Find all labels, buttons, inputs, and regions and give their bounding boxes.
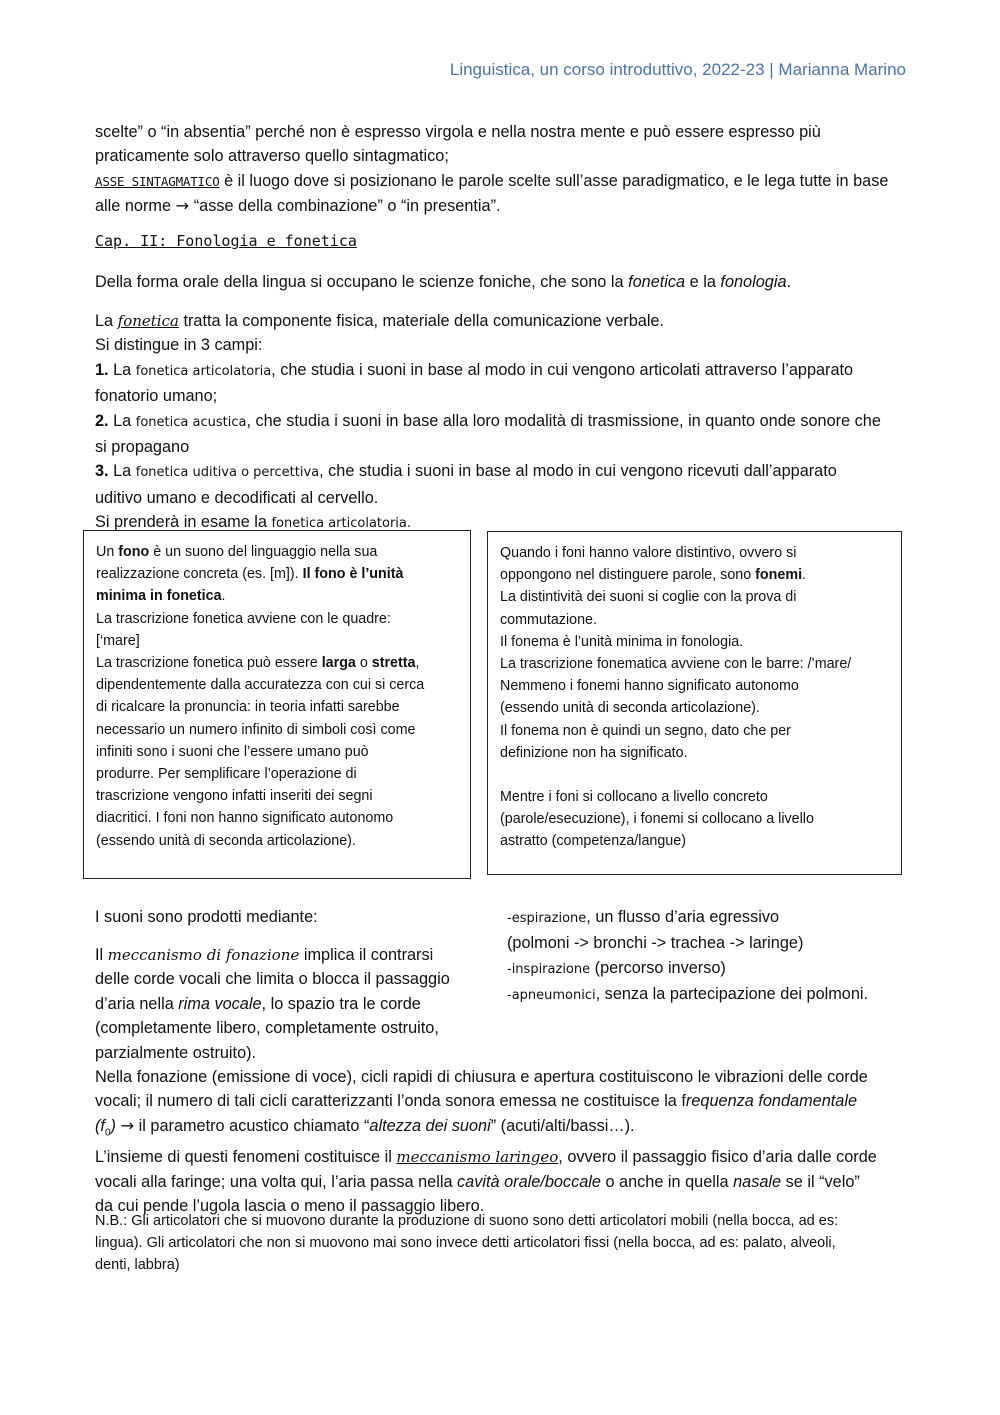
text: ” (acuti/alti/bassi…).	[490, 1116, 635, 1135]
box-line: [‘mare]	[96, 632, 140, 649]
page-header: Linguistica, un corso introduttivo, 2022-23 | Marianna Marino	[449, 60, 906, 79]
fonazione-line	[95, 1145, 915, 1169]
intro-text: alle norme	[95, 197, 176, 216]
suoni-line: (polmoni -> bronchi -> trachea -> laringe)	[507, 934, 804, 953]
box-line: astratto (competenza/langue)	[500, 833, 686, 850]
item-number: 2.	[95, 411, 109, 430]
text: e la	[685, 273, 721, 291]
text: o anche in quella	[600, 1172, 734, 1191]
box-line: trascrizione vengono infatti inseriti dei segni	[96, 788, 373, 805]
box-line: definizione non ha significato.	[500, 744, 688, 761]
subscript: 0	[104, 1127, 111, 1139]
suoni-line	[507, 905, 907, 931]
text: La trascrizione fonetica può essere	[96, 655, 322, 672]
text: L’insieme di questi fenomeni costituisce il	[95, 1148, 397, 1167]
intro-line	[95, 169, 910, 194]
fonazione-line	[95, 1089, 915, 1113]
campi-line	[95, 309, 910, 333]
asse-sintagmatico-term: ASSE SINTAGMATICO	[95, 173, 220, 189]
fonazione-line: da cui pende l’ugola lascia o meno il passaggio libero.	[95, 1197, 485, 1216]
espirazione-term: -espirazione	[507, 911, 587, 926]
intro-paragraph	[95, 120, 910, 219]
text: La	[95, 312, 118, 330]
text: La	[108, 462, 136, 481]
meccanismo-line: delle corde vocali che limita o blocca il passaggio	[95, 970, 450, 989]
meccanismo-line	[95, 943, 495, 967]
text: Si prenderà in esame la	[95, 513, 272, 532]
campi-line: uditivo umano e decodificati al cervello.	[95, 488, 379, 507]
intro-text: “asse della combinazione” o “in presentia”.	[189, 197, 501, 216]
nb-line: N.B.: Gli articolatori che si muovono durante la produzione di suono sono detti articolatori mobili (nella bocca, ad es:	[95, 1213, 839, 1229]
box-line: La trascrizione fonetica avviene con le quadre:	[96, 610, 391, 627]
box-line	[500, 764, 889, 786]
box-line: Il fonema non è quindi un segno, dato che per	[500, 722, 791, 739]
nasale-term: nasale	[733, 1172, 782, 1191]
fonazione-line	[95, 1170, 915, 1194]
fonazione-line: Nella fonazione (emissione di voce), cicli rapidi di chiusura e apertura costituiscono le vibrazioni delle corde	[95, 1068, 868, 1086]
nb-line: lingua). Gli articolatori che non si muovono mai sono invece detti articolatori fissi (nella bocca, ad es: palato, alveoli,	[95, 1235, 836, 1251]
fonazione-paragraph	[95, 1065, 915, 1219]
apneumonici-term: -apneumonici	[507, 988, 596, 1004]
box-line: (essendo unità di seconda articolazione).	[500, 700, 760, 717]
altezza-term: altezza dei suoni	[369, 1116, 491, 1135]
box-line	[96, 563, 458, 585]
text: .	[221, 588, 226, 605]
campi-line	[95, 358, 910, 384]
text: , lo spazio tra le corde	[261, 994, 421, 1013]
text: Della forma orale della lingua si occupano le scienze foniche, che sono la	[95, 273, 629, 291]
text: , che studia i suoni in base al modo in cui vengono articolati attraverso l’apparato	[271, 360, 854, 379]
nb-note	[95, 1210, 915, 1276]
item-number: 3.	[95, 462, 109, 481]
text: , che studia i suoni in base al modo in cui vengono ricevuti dall’apparato	[319, 462, 837, 481]
text: oppongono nel distinguere parole, sono	[500, 567, 756, 584]
text: Un	[96, 544, 119, 560]
text: (f	[95, 1116, 105, 1135]
fonema-box	[487, 531, 902, 875]
meccanismo-line: parzialmente ostruito).	[95, 1043, 257, 1062]
fonetica-uditiva-term: fonetica uditiva o percettiva	[135, 465, 320, 481]
frequenza-term: requenza fondamentale	[685, 1092, 858, 1111]
text: (percorso inverso)	[590, 958, 726, 977]
box-line: commutazione.	[500, 611, 597, 628]
fonetica-articolatoria-term: fonetica articolatoria	[135, 363, 272, 379]
box-line: Nemmeno i fonemi hanno significato autonomo	[500, 678, 799, 695]
meccanismo-paragraph	[95, 943, 495, 1065]
scienze-paragraph	[95, 270, 910, 294]
meccanismo-line	[95, 992, 495, 1016]
text: La	[108, 411, 136, 430]
campi-line	[95, 459, 910, 485]
box-line: diacritici. I foni non hanno significato autonomo	[96, 810, 394, 827]
text: d’aria nella	[95, 994, 179, 1013]
intro-line	[95, 194, 910, 218]
fonemi-term: fonemi	[755, 567, 803, 584]
text: , che studia i suoni in base alla loro modalità di trasmissione, in quanto onde sonore che	[246, 411, 881, 430]
box-line	[500, 564, 889, 586]
campi-line	[95, 409, 910, 435]
fonetica-handwritten: fonetica	[117, 312, 179, 330]
box-line: produrre. Per semplificare l’operazione di	[96, 766, 357, 783]
box-line: Quando i foni hanno valore distintivo, ovvero si	[500, 545, 797, 561]
box-line: La trascrizione fonematica avviene con le barre: /’mare/	[500, 656, 852, 673]
intro-line: praticamente solo attraverso quello sintagmatico;	[95, 147, 449, 166]
text: vocali alla faringe; una volta qui, l’aria passa nella	[95, 1172, 458, 1191]
text: il parametro acustico chiamato “	[134, 1116, 370, 1135]
fono-box	[83, 530, 471, 879]
campi-line: fonatorio umano;	[95, 387, 218, 406]
fonetica-articolatoria-term: fonetica articolatoria.	[271, 516, 412, 532]
text: , ovvero il passaggio fisico d’aria dalle corde	[558, 1148, 877, 1167]
text: .	[802, 567, 807, 584]
box-line	[96, 652, 458, 674]
suoni-line	[507, 982, 907, 1008]
bold-text: Il fono è l’unità	[302, 566, 404, 583]
box-line	[96, 585, 458, 607]
meccanismo-line: (completamente libero, completamente ostruito,	[95, 1019, 439, 1038]
fono-term: fono	[118, 544, 150, 560]
box-line: (parole/esecuzione), i fonemi si collocano a livello	[500, 811, 814, 828]
suoni-list	[507, 905, 907, 1009]
text: Il	[95, 946, 108, 964]
box-line: Il fonema è l’unità minima in fonologia.	[500, 633, 744, 650]
bold-text: stretta	[371, 655, 416, 672]
text: è un suono del linguaggio nella sua	[149, 544, 378, 560]
text: o	[355, 655, 372, 672]
inspirazione-term: -inspirazione	[507, 961, 591, 977]
box-line: (essendo unità di seconda articolazione).	[96, 832, 356, 849]
intro-line: scelte” o “in absentia” perché non è espresso virgola e nella nostra mente e può essere espresso più	[95, 123, 821, 141]
nb-line: denti, labbra)	[95, 1257, 180, 1273]
box-line: dipendentemente dalla accuratezza con cui si cerca	[96, 677, 425, 694]
fonologia-term: fonologia	[720, 273, 787, 291]
box-line: di ricalcare la pronuncia: in teoria infatti sarebbe	[96, 699, 400, 716]
chapter-heading: Cap. II: Fonologia e fonetica	[95, 232, 357, 250]
fonetica-acustica-term: fonetica acustica	[135, 414, 247, 430]
text: , un flusso d’aria egressivo	[586, 908, 780, 926]
text: .	[786, 273, 792, 291]
item-number: 1.	[95, 360, 109, 379]
fonetica-term: fonetica	[628, 273, 686, 291]
campi-line: si propagano	[95, 438, 190, 457]
text: realizzazione concreta (es. [m]).	[96, 566, 303, 583]
intro-text: è il luogo dove si posizionano le parole scelte sull’asse paradigmatico, e le lega tutte in base	[219, 171, 889, 190]
text: se il “velo”	[781, 1172, 860, 1191]
suoni-line	[507, 956, 907, 982]
bold-text: minima in fonetica	[96, 588, 222, 605]
text: tratta la componente fisica, materiale della comunicazione verbale.	[178, 312, 665, 330]
box-line: necessario un numero infinito di simboli così come	[96, 721, 416, 738]
fonazione-line	[95, 1114, 915, 1146]
text: )	[110, 1116, 121, 1135]
box-line: La distintività dei suoni si coglie con la prova di	[500, 589, 797, 606]
meccanismo-fonazione-term: meccanismo di fonazione	[107, 946, 300, 964]
box-line	[96, 541, 458, 563]
arrow-icon: →	[175, 196, 190, 216]
box-line: infiniti sono i suoni che l’essere umano può	[96, 743, 369, 760]
text: , senza la partecipazione dei polmoni.	[595, 985, 869, 1004]
box-line: Mentre i foni si collocano a livello concreto	[500, 789, 768, 806]
text: La	[108, 360, 136, 379]
rima-vocale-term: rima vocale	[178, 994, 262, 1013]
text: ,	[415, 655, 420, 672]
cavita-term: cavità orale/boccale	[457, 1172, 601, 1191]
campi-paragraph	[95, 309, 910, 537]
text: implica il contrarsi	[299, 946, 434, 964]
arrow-icon: →	[120, 1115, 135, 1135]
bold-text: larga	[321, 655, 356, 672]
text: vocali; il numero di tali cicli caratterizzanti l’onda sonora emessa ne costituisce la f	[95, 1092, 686, 1111]
suoni-title: I suoni sono prodotti mediante:	[95, 908, 318, 926]
campi-line: Si distingue in 3 campi:	[95, 336, 263, 355]
meccanismo-laringeo-term: meccanismo laringeo	[396, 1148, 559, 1167]
